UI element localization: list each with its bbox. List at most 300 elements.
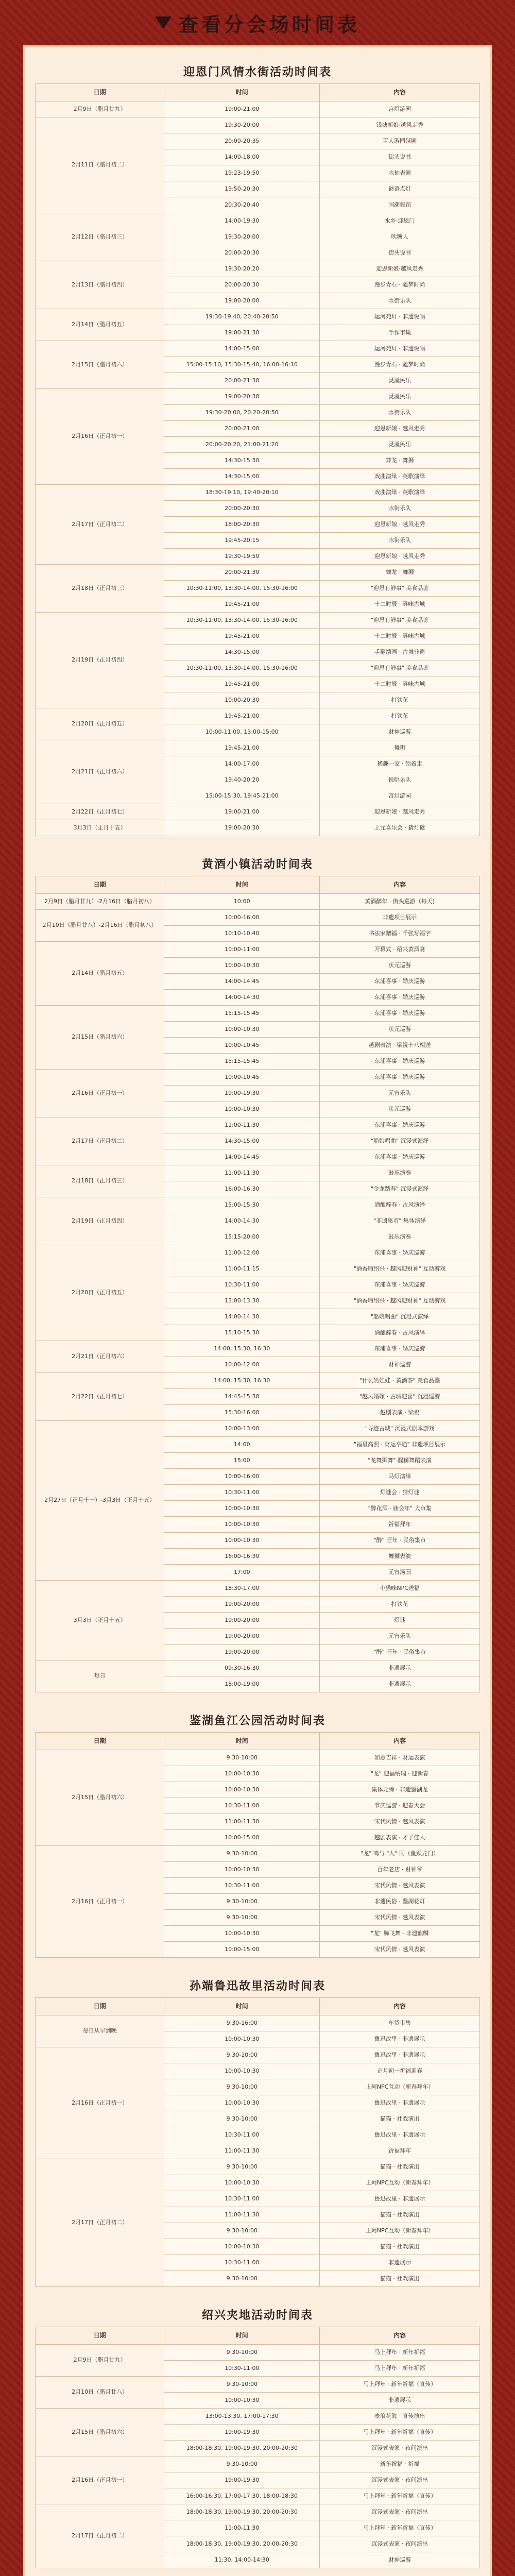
time-cell: 16:00-16:30 <box>164 1549 320 1565</box>
date-cell: 2月15日（腊月初六） <box>36 2409 164 2456</box>
content-cell: 鲁迅故里 · 非遗展示 <box>320 2191 480 2207</box>
content-cell: 沉浸式表演 · 夜间演出 <box>320 2441 480 2456</box>
date-cell: 2月19日（正月初四） <box>36 1197 164 1245</box>
content-cell: 十二时辰 · 寻味古城 <box>320 597 480 613</box>
page-title: 查看分会场时间表 <box>178 12 360 36</box>
date-cell: 每日从早到晚 <box>36 2015 164 2047</box>
content-cell: 舞龙 · 舞狮 <box>320 565 480 581</box>
content-cell: 宋代风情 · 越风表演 <box>320 1910 480 1926</box>
time-cell: 10:00-11:00, 13:00-15:00 <box>164 724 320 740</box>
content-cell: 年货市集 <box>320 2015 480 2031</box>
content-cell: 状元巡游 <box>320 1101 480 1117</box>
date-cell: 2月22日（正月初七） <box>36 804 164 820</box>
date-cell: 2月19日（正月初四） <box>36 613 164 708</box>
date-cell: 2月18日（正月初三） <box>36 1165 164 1197</box>
time-cell: 19:30-19:50 <box>164 549 320 565</box>
table-row <box>36 1165 480 1181</box>
time-cell: 19:00-21:00 <box>164 804 320 820</box>
time-cell: 14:30-15:00 <box>164 469 320 485</box>
time-cell: 18:30-17:00 <box>164 1581 320 1597</box>
schedule-section <box>35 851 480 1692</box>
content-cell: 祈福拜年 <box>320 1517 480 1533</box>
content-cell: 越剧表演 · 梁祝十八相送 <box>320 1038 480 1054</box>
content-cell: 开幕式 · 绍兴黄酒宴 <box>320 942 480 958</box>
time-cell: 10:00-10:30 <box>164 1782 320 1798</box>
time-cell: 19:45-21:00 <box>164 740 320 756</box>
time-cell: 14:45-15:30 <box>164 1389 320 1405</box>
time-cell: 15:30-16:00 <box>164 1405 320 1421</box>
content-cell: 水袖表演 <box>320 165 480 181</box>
time-cell: 11:00-11:30 <box>164 2207 320 2223</box>
content-header: 内容 <box>320 876 480 894</box>
time-cell: 18:00-19:00 <box>164 1676 320 1692</box>
content-cell: 水街乐队 <box>320 293 480 309</box>
time-header: 时间 <box>164 84 320 101</box>
content-cell: 打铁花 <box>320 708 480 724</box>
time-cell: 16:00-16:30 <box>164 1181 320 1197</box>
content-cell: "龙" 腾飞舞 · 非遗麒麟 <box>320 1926 480 1942</box>
table-row <box>36 820 480 836</box>
time-cell: 19:00-20:30 <box>164 389 320 405</box>
table-row <box>36 309 480 325</box>
date-cell: 2月11日（腊月初二） <box>36 117 164 213</box>
time-cell: 17:00 <box>164 1565 320 1581</box>
content-cell: 宋代风情 · 越风表演 <box>320 1878 480 1894</box>
time-cell: 19:45-20:15 <box>164 533 320 549</box>
date-header: 日期 <box>36 1998 164 2015</box>
date-cell: 2月20日（正月初五） <box>36 1245 164 1341</box>
content-cell: 十二时辰 · 寻味古城 <box>320 676 480 692</box>
schedule-section <box>35 1972 480 2287</box>
time-cell: 11:00-12:00 <box>164 1245 320 1261</box>
content-cell: 鼓乐演奏 <box>320 1229 480 1245</box>
content-cell: 越剧表演 · 梁祝 <box>320 1405 480 1421</box>
content-cell: 马上拜年 · 新年祈福（宣传） <box>320 2488 480 2504</box>
time-cell: 9:30-10:00 <box>164 1894 320 1910</box>
content-cell: "船娘唱曲" 沉浸式演绎 <box>320 1133 480 1149</box>
content-cell: 街头说书 <box>320 149 480 165</box>
time-cell: 9:30-10:00 <box>164 2079 320 2095</box>
table-row <box>36 1373 480 1389</box>
date-cell: 2月10日（腊月廿八） <box>36 2377 164 2409</box>
content-cell: 迎恩新娘 · 越风走秀 <box>320 517 480 533</box>
time-cell: 14:00, 15:30, 16:30 <box>164 1373 320 1389</box>
content-cell: 漫步青石 · 驰梦时尚 <box>320 277 480 293</box>
content-cell: 财神巡游 <box>320 724 480 740</box>
content-cell: 宋代风情 · 越风表演 <box>320 1942 480 1958</box>
section-title: 绍兴夹地活动时间表 <box>201 2309 313 2322</box>
time-cell: 10:00-10:30 <box>164 2393 320 2409</box>
time-cell: 18:30-19:10, 19:40-20:10 <box>164 485 320 501</box>
schedule-section <box>35 58 480 836</box>
content-cell: 说唱乐队 <box>320 772 480 788</box>
time-cell: 14:00-15:00 <box>164 341 320 357</box>
time-cell: 14:00-18:00 <box>164 149 320 165</box>
content-cell: 沉浸式表演 · 夜间演出 <box>320 2504 480 2520</box>
table-header-row <box>36 84 480 101</box>
content-cell: 新年祝福 · 祈福 <box>320 2456 480 2472</box>
content-cell: 黄酒醉年 · 街头巡游（每天) <box>320 894 480 910</box>
date-cell: 2月17日（正月初二） <box>36 485 164 565</box>
content-cell: "越风婚嫁 · 古城迎喜" 沉浸巡游 <box>320 1389 480 1405</box>
time-cell: 10:30-11:00 <box>164 2191 320 2207</box>
content-cell: 猫猫 · 社戏演出 <box>320 2239 480 2255</box>
time-cell: 9:30-10:00 <box>164 2377 320 2393</box>
time-cell: 10:00-16:00 <box>164 910 320 926</box>
date-cell: 2月9日（腊月廿九） <box>36 101 164 117</box>
date-cell: 2月9日（腊月廿九） <box>36 2345 164 2377</box>
date-cell: 2月27日（正月十一）-3月3日（正月十五） <box>36 1421 164 1581</box>
time-cell: 19:00-20:00 <box>164 1597 320 1613</box>
time-cell: 14:00-14:45 <box>164 1149 320 1165</box>
date-cell: 2月21日（正月初六） <box>36 740 164 804</box>
time-cell: 20:00-20:20, 21:00-21:20 <box>164 437 320 453</box>
content-cell: 上阿NPC互动（新春拜年） <box>320 2223 480 2239</box>
content-cell: 打铁花 <box>320 1597 480 1613</box>
time-cell: 11:00-11:30 <box>164 1814 320 1830</box>
content-cell: 猫猫 · 社戏演出 <box>320 2271 480 2287</box>
time-cell: 10:00-10:30 <box>164 2239 320 2255</box>
content-header: 内容 <box>320 2327 480 2345</box>
date-cell: 2月21日（正月初六） <box>36 1341 164 1373</box>
content-cell: 迎恩新娘·越风走秀 <box>320 261 480 277</box>
date-cell: 3月3日（正月十五） <box>36 1581 164 1660</box>
content-cell: 百人游园越剧 <box>320 133 480 149</box>
time-cell: 19:45-21:00 <box>164 708 320 724</box>
time-cell: 9:30-10:00 <box>164 2159 320 2175</box>
content-cell: "龙舞狮舞" 醒狮舞蹈表演 <box>320 1453 480 1469</box>
date-cell: 2月17日（正月初二） <box>36 2504 164 2568</box>
content-cell: 十二时辰 · 寻味古城 <box>320 629 480 645</box>
content-cell: 马上拜年 · 新年祈福 <box>320 2345 480 2361</box>
content-cell: "醉花酒 · 庙会年" 大市集 <box>320 1501 480 1517</box>
time-cell: 10:00-10:45 <box>164 1038 320 1054</box>
date-cell: 2月17日（正月初二） <box>36 2159 164 2287</box>
time-cell: 10:30-11:00 <box>164 2127 320 2143</box>
content-cell: "船娘唱曲" 沉浸式演绎 <box>320 1309 480 1325</box>
content-cell: 鲁迅故里 · 非遗展示 <box>320 2031 480 2047</box>
content-cell: 水乡·迎恩门 <box>320 213 480 229</box>
time-cell: 10:00-10:30 <box>164 1766 320 1782</box>
date-header: 日期 <box>36 2327 164 2345</box>
time-cell: 10:00-13:00 <box>164 1421 320 1437</box>
table-row <box>36 942 480 958</box>
content-cell: 财神巡游 <box>320 2552 480 2568</box>
content-cell: 迎恩新娘 · 越风走秀 <box>320 549 480 565</box>
time-cell: 10:10-10:40 <box>164 926 320 942</box>
date-cell: 2月10日（腊月廿八）-2月16日（腊月初八） <box>36 910 164 942</box>
content-cell: 宫灯游园 <box>320 101 480 117</box>
content-cell: 正月初一祈福迎春 <box>320 2063 480 2079</box>
time-cell: 11:00-11:15 <box>164 1261 320 1277</box>
time-cell: 20:00-21:30 <box>164 565 320 581</box>
time-cell: 15:15-20:00 <box>164 1229 320 1245</box>
schedule-table <box>35 876 480 1692</box>
time-cell: 15:00-15:30 <box>164 1197 320 1213</box>
table-header-row <box>36 2327 480 2345</box>
time-cell: 14:00-14:30 <box>164 1213 320 1229</box>
content-cell: 上元喜乐会 · 猜灯谜 <box>320 820 480 836</box>
section-title: 黄酒小镇活动时间表 <box>201 858 313 871</box>
content-header: 内容 <box>320 84 480 101</box>
time-cell: 10:00-11:00 <box>164 942 320 958</box>
content-cell: 上阿NPC互动（新春拜年） <box>320 2175 480 2191</box>
schedule-panel <box>23 45 492 2576</box>
time-cell: 9:30-10:00 <box>164 2111 320 2127</box>
time-cell: 14:00-14:45 <box>164 974 320 990</box>
schedule-table <box>35 2327 480 2568</box>
content-cell: 水街乐队 <box>320 501 480 517</box>
content-cell: 小猫咪NPC送福 <box>320 1581 480 1597</box>
time-cell: 10:30-11:00, 13:30-14:00, 15:30-16:00 <box>164 613 320 629</box>
content-cell: 沉浸式表演 · 夜间演出 <box>320 2472 480 2488</box>
table-row <box>36 2409 480 2425</box>
date-cell: 2月17日（正月初二） <box>36 1117 164 1165</box>
time-cell: 19:30-20:20 <box>164 261 320 277</box>
time-cell: 10:00-10:30 <box>164 1862 320 1878</box>
schedule-table <box>35 1997 480 2287</box>
table-row <box>36 2504 480 2520</box>
content-cell: 猫猫 · 社戏演出 <box>320 2111 480 2127</box>
triangle-down-icon <box>155 16 171 29</box>
content-cell: "酒香嗨绍兴 · 越风迎财神" 互动游戏 <box>320 1261 480 1277</box>
time-cell: 10:00 <box>164 894 320 910</box>
content-cell: 灯谜会 · 猜灯谜 <box>320 1485 480 1501</box>
time-cell: 11:00-11:30 <box>164 1117 320 1133</box>
content-header: 内容 <box>320 1733 480 1750</box>
content-cell: 非遗展示 <box>320 1660 480 1676</box>
time-cell: 10:00-10:30 <box>164 1022 320 1038</box>
date-cell: 2月13日（腊月初四） <box>36 261 164 309</box>
content-cell: "酒香嗨绍兴 · 越风迎财神" 互动游戏 <box>320 1293 480 1309</box>
table-row <box>36 565 480 581</box>
content-cell: 运河苑灯 · 非遗说唱 <box>320 309 480 325</box>
time-cell: 11:00-11:30 <box>164 2520 320 2536</box>
content-cell: 状元巡游 <box>320 1022 480 1038</box>
time-cell: 19:30-20:00 <box>164 229 320 245</box>
table-row <box>36 1006 480 1022</box>
time-cell: 14:00, 15:30, 16:30 <box>164 1341 320 1357</box>
content-header: 内容 <box>320 1998 480 2015</box>
time-cell: 10:30-11:00, 13:30-14:00, 15:30-16:00 <box>164 660 320 676</box>
time-cell: 10:00-10:30 <box>164 958 320 974</box>
content-cell: 元宵乐队 <box>320 1629 480 1645</box>
table-row <box>36 1341 480 1357</box>
time-cell: 10:30-11:00, 13:30-14:00, 15:30-16:00 <box>164 581 320 597</box>
table-row <box>36 1660 480 1676</box>
time-cell: 9:30-10:00 <box>164 2047 320 2063</box>
content-cell: 非遗展示 <box>320 2393 480 2409</box>
content-cell: 鲁迅故里 · 非遗展示 <box>320 2127 480 2143</box>
time-cell: 20:00-20:30 <box>164 277 320 293</box>
date-cell: 2月15日（腊月初六） <box>36 1006 164 1070</box>
time-header: 时间 <box>164 1733 320 1750</box>
section-title: 鉴湖鱼江公园活动时间表 <box>189 1714 325 1727</box>
content-cell: 鲁迅故里 · 非遗展示 <box>320 2047 480 2063</box>
time-cell: 15:00-15:10, 15:30-15:40, 16:00-16:10 <box>164 357 320 373</box>
time-cell: 15:10-15:30 <box>164 1325 320 1341</box>
content-cell: 非遗民俗 · 鉴湖花灯 <box>320 1894 480 1910</box>
time-cell: 19:30-20:00 <box>164 117 320 133</box>
content-cell: 非遗展示 <box>320 2255 480 2271</box>
time-cell: 14:00 <box>164 1437 320 1453</box>
time-cell: 9:30-10:00 <box>164 1910 320 1926</box>
schedule-section <box>35 1707 480 1958</box>
table-row <box>36 2047 480 2063</box>
table-header-row <box>36 1998 480 2015</box>
time-cell: 14:00-17:00 <box>164 756 320 772</box>
content-cell: 鼓乐演奏 <box>320 1165 480 1181</box>
time-cell: 14:00-14:30 <box>164 1309 320 1325</box>
date-header: 日期 <box>36 1733 164 1750</box>
time-cell: 10:30-11:00 <box>164 1485 320 1501</box>
content-cell: 街头说书 <box>320 245 480 261</box>
content-cell: 国潮舞蹈 <box>320 197 480 213</box>
content-cell: 谜语点灯 <box>320 181 480 197</box>
content-cell: 水街乐队 <box>320 533 480 549</box>
time-cell: 19:00-21:00 <box>164 101 320 117</box>
time-cell: 14:30-15:30 <box>164 453 320 469</box>
time-cell: 9:30-10:00 <box>164 2223 320 2239</box>
content-cell: 节庆巡游 · 迎春大会 <box>320 1798 480 1814</box>
time-cell: 19:45-21:00 <box>164 597 320 613</box>
content-cell: 东浦喜事 · 婚庆巡游 <box>320 974 480 990</box>
content-cell: 酒酿醉春 · 古风演绎 <box>320 1325 480 1341</box>
content-cell: 灵溪民乐 <box>320 437 480 453</box>
content-cell: 麦浪花海 · 宣传演出 <box>320 2409 480 2425</box>
table-row <box>36 117 480 133</box>
time-cell: 11:00-11:30 <box>164 2143 320 2159</box>
content-cell: 元宵汤圆 <box>320 1565 480 1581</box>
time-cell: 14:00-14:30 <box>164 990 320 1006</box>
time-cell: 20:30-20:40 <box>164 197 320 213</box>
table-row <box>36 261 480 277</box>
time-cell: 10:30-11:00 <box>164 2361 320 2377</box>
content-cell: 戏曲演绎 · 英歌演绎 <box>320 485 480 501</box>
content-cell: 马上拜年 · 新年祈福（宣传） <box>320 2520 480 2536</box>
time-cell: 19:00-19:30 <box>164 2425 320 2441</box>
date-cell: 2月16日（正月初一） <box>36 2456 164 2504</box>
table-row <box>36 1197 480 1213</box>
date-cell: 每日 <box>36 1660 164 1692</box>
content-cell: 手翻绣画 · 古城非遗 <box>320 645 480 660</box>
time-cell: 16:00-16:30, 17:00-17:30, 18:00-18:30 <box>164 2488 320 2504</box>
time-header: 时间 <box>164 876 320 894</box>
date-header: 日期 <box>36 876 164 894</box>
time-cell: 10:30-11:00 <box>164 1798 320 1814</box>
date-cell: 2月20日（正月初五） <box>36 708 164 740</box>
time-cell: 9:30-10:00 <box>164 2271 320 2287</box>
time-header: 时间 <box>164 2327 320 2345</box>
date-cell: 3月3日（正月十五） <box>36 820 164 836</box>
content-cell: 沉浸式表演 · 夜间演出 <box>320 2536 480 2552</box>
content-cell: 打铁花 <box>320 692 480 708</box>
date-cell: 2月16日（正月初一） <box>36 389 164 485</box>
content-cell: 宫灯游园 <box>320 788 480 804</box>
schedule-table <box>35 83 480 836</box>
time-cell: 10:00-10:30 <box>164 2031 320 2047</box>
content-cell: 东浦喜事 · 婚庆巡游 <box>320 1006 480 1022</box>
content-cell: 运河苑灯 · 非遗说唱 <box>320 341 480 357</box>
content-cell: 财神巡游 <box>320 1357 480 1373</box>
time-cell: 19:45-21:00 <box>164 676 320 692</box>
content-cell: 水街乐队 <box>320 405 480 421</box>
content-cell: "迎恩有鲜事" 美食品鉴 <box>320 581 480 597</box>
content-cell: 祈福拜年 <box>320 2143 480 2159</box>
date-cell: 2月16日（正月初一） <box>36 1070 164 1117</box>
time-cell: 19:00-20:00 <box>164 1645 320 1660</box>
time-header: 时间 <box>164 1998 320 2015</box>
table-row <box>36 2456 480 2472</box>
time-cell: 19:00-21:30 <box>164 325 320 341</box>
table-row <box>36 1421 480 1437</box>
schedule-table <box>35 1732 480 1958</box>
time-cell: 15:00 <box>164 1453 320 1469</box>
time-cell: 9:30-10:00 <box>164 1846 320 1862</box>
content-cell: 漫步青石 · 驰梦时尚 <box>320 357 480 373</box>
table-row <box>36 101 480 117</box>
content-cell: 灵溪民乐 <box>320 373 480 389</box>
content-cell: "醉" 旺年 · 民俗集市 <box>320 1533 480 1549</box>
time-cell: 19:00-20:00 <box>164 1613 320 1629</box>
content-cell: 如意吉祥 · 财运表演 <box>320 1750 480 1766</box>
date-cell: 2月15日（腊月初六） <box>36 341 164 389</box>
time-cell: 10:00-10:30 <box>164 2175 320 2191</box>
content-cell: 灯谜 <box>320 1613 480 1629</box>
time-cell: 9:30-10:00 <box>164 2456 320 2472</box>
time-cell: 10:30-11:00 <box>164 1878 320 1894</box>
content-cell: 东浦喜事 · 婚庆巡游 <box>320 1341 480 1357</box>
content-cell: 东浦喜事 · 婚庆巡游 <box>320 1245 480 1261</box>
table-header-row <box>36 876 480 894</box>
time-cell: 18:00-18:30, 19:00-19:30, 20:00-20:30 <box>164 2441 320 2456</box>
time-cell: 10:00-10:45 <box>164 1070 320 1086</box>
content-cell: 东浦喜事 · 婚庆巡游 <box>320 1149 480 1165</box>
table-row <box>36 894 480 910</box>
table-row <box>36 1581 480 1597</box>
content-cell: 酒酿醉春 · 古风演绎 <box>320 1197 480 1213</box>
page-banner[interactable] <box>23 0 492 45</box>
time-cell: 9:30-10:00 <box>164 1750 320 1766</box>
time-cell: 14:30-15:00 <box>164 645 320 660</box>
date-cell: 2月9日（腊月廿九）-2月16日（腊月初八） <box>36 894 164 910</box>
content-cell: 戏曲演绎 · 英歌演绎 <box>320 469 480 485</box>
content-cell: 舞狮 <box>320 740 480 756</box>
date-cell: 2月12日（腊月初三） <box>36 213 164 261</box>
time-cell: 09:30-16:30 <box>164 1660 320 1676</box>
time-cell: 20:00-21:30 <box>164 373 320 389</box>
content-cell: "龙" 迎福纳瑞 · 迎新春 <box>320 1766 480 1782</box>
time-cell: 19:23-19:50 <box>164 165 320 181</box>
date-cell: 2月18日（正月初三） <box>36 565 164 613</box>
time-cell: 10:00-10:30 <box>164 1501 320 1517</box>
content-cell: 舞龙 · 舞狮 <box>320 453 480 469</box>
table-header-row <box>36 1733 480 1750</box>
content-cell: "迎恩有鲜事" 美食品鉴 <box>320 613 480 629</box>
table-row <box>36 1070 480 1086</box>
content-cell: 马上拜年 · 新年祈福（宣传） <box>320 2425 480 2441</box>
time-cell: 14:00-19:30 <box>164 213 320 229</box>
time-cell: 18:00-18:30, 19:00-19:30, 20:00-20:30 <box>164 2536 320 2552</box>
date-cell: 2月14日（腊月初五） <box>36 309 164 341</box>
time-cell: 19:30-20:00, 20:20-20:50 <box>164 405 320 421</box>
content-cell: 猫猫 · 社戏演出 <box>320 2207 480 2223</box>
content-cell: 书法家赠福 · 千张写福字 <box>320 926 480 942</box>
time-cell: 15:15-15:45 <box>164 1006 320 1022</box>
time-cell: 19:50-20:30 <box>164 181 320 197</box>
content-cell: "非遗集市" 集体演绎 <box>320 1213 480 1229</box>
content-cell: 东浦喜事 · 婚庆巡游 <box>320 1054 480 1070</box>
